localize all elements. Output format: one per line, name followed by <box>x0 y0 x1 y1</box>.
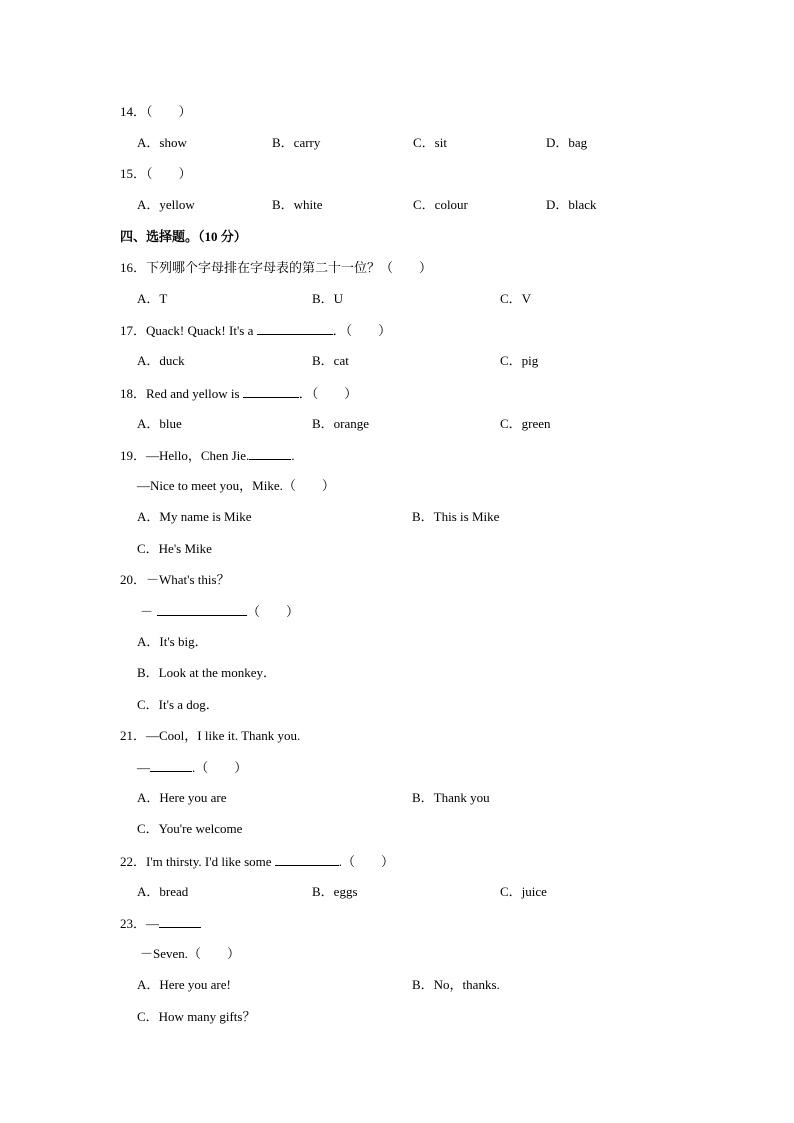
q15-option-b: B．white <box>272 197 323 212</box>
q17-option-b: B．cat <box>312 353 349 368</box>
q15-option-a: A．yellow <box>137 197 195 212</box>
q21-answer-blank <box>150 759 192 772</box>
q21-dash: — <box>137 760 150 775</box>
q23-option-c: C．How many gifts？ <box>137 1009 256 1024</box>
q23-answer-blank <box>159 915 201 928</box>
q14-option-b: B．carry <box>272 135 321 150</box>
q18-answer-blank <box>243 385 299 398</box>
q17-option-a: A．duck <box>137 353 185 368</box>
question-23-stem <box>120 915 201 932</box>
q22-answer-blank <box>275 853 339 866</box>
q17-stem-text: 17．Quack! Quack! It's a <box>120 323 257 338</box>
question-20-stem: 20．－What's this？ <box>120 572 230 587</box>
q19-stem-end: . <box>291 448 295 463</box>
q21-paren: .（ ） <box>192 760 248 775</box>
q18-option-c: C．green <box>500 416 551 431</box>
q20-paren: （ ） <box>247 604 300 619</box>
question-16-stem: 16．下列哪个字母排在字母表的第二十一位？（ ） <box>120 260 433 275</box>
question-18-stem <box>120 385 357 402</box>
q17-option-c: C．pig <box>500 353 539 368</box>
q18-stem-text: 18．Red and yellow is <box>120 386 243 401</box>
q16-option-b: B．U <box>312 291 344 306</box>
q15-option-c: C．colour <box>413 197 468 212</box>
q18-stem-end: ．（ ） <box>298 386 358 401</box>
q19-option-c: C．He's Mike <box>137 541 212 556</box>
q17-stem-end: ．（ ） <box>332 323 392 338</box>
q20-dash: － <box>140 604 154 619</box>
q19-dialog-line: —Nice to meet you，Mike.（ ） <box>137 478 335 493</box>
q22-stem-text: 22．I'm thirsty. I'd like some <box>120 854 275 869</box>
q20-answer-blank <box>157 603 247 616</box>
q18-option-b: B．orange <box>312 416 370 431</box>
q16-option-c: C．V <box>500 291 532 306</box>
q20-option-b: B．Look at the monkey． <box>137 665 277 680</box>
q19-stem-text: 19．—Hello，Chen Jie. <box>120 448 250 463</box>
question-15-stem: 15．（ ） <box>120 166 192 181</box>
q19-option-a: A．My name is Mike <box>137 509 252 524</box>
q22-option-b: B．eggs <box>312 884 358 899</box>
q21-option-b: B．Thank you <box>412 790 490 805</box>
q23-stem-text: 23．— <box>120 916 160 931</box>
question-17-stem <box>120 322 391 339</box>
q16-option-a: A．T <box>137 291 168 306</box>
q14-option-a: A．show <box>137 135 187 150</box>
q17-answer-blank <box>257 322 333 335</box>
q23-dialog-line: －Seven.（ ） <box>140 946 241 961</box>
q20-answer-line <box>140 603 299 620</box>
q21-option-a: A．Here you are <box>137 790 227 805</box>
q15-option-d: D．black <box>546 197 597 212</box>
q23-option-a: A．Here you are! <box>137 977 231 992</box>
section-heading: 四、选择题。（10 分） <box>120 229 247 244</box>
q19-option-b: B．This is Mike <box>412 509 500 524</box>
q21-answer-line <box>137 759 247 776</box>
q20-option-c: C．It's a dog． <box>137 697 219 712</box>
question-19-stem <box>120 447 295 464</box>
q22-stem-end: .（ ） <box>338 854 395 869</box>
q20-option-a: A．It's big． <box>137 634 208 649</box>
question-14-stem: 14．（ ） <box>120 104 192 119</box>
q14-option-c: C．sit <box>413 135 447 150</box>
q14-option-d: D．bag <box>546 135 588 150</box>
q22-option-a: A．bread <box>137 884 189 899</box>
q21-option-c: C．You're welcome <box>137 821 243 836</box>
q18-option-a: A．blue <box>137 416 182 431</box>
question-21-stem: 21．—Cool，I like it. Thank you. <box>120 728 301 743</box>
q22-option-c: C．juice <box>500 884 547 899</box>
question-22-stem <box>120 853 394 870</box>
q19-answer-blank <box>249 447 291 460</box>
q23-option-b: B．No，thanks. <box>412 977 500 992</box>
